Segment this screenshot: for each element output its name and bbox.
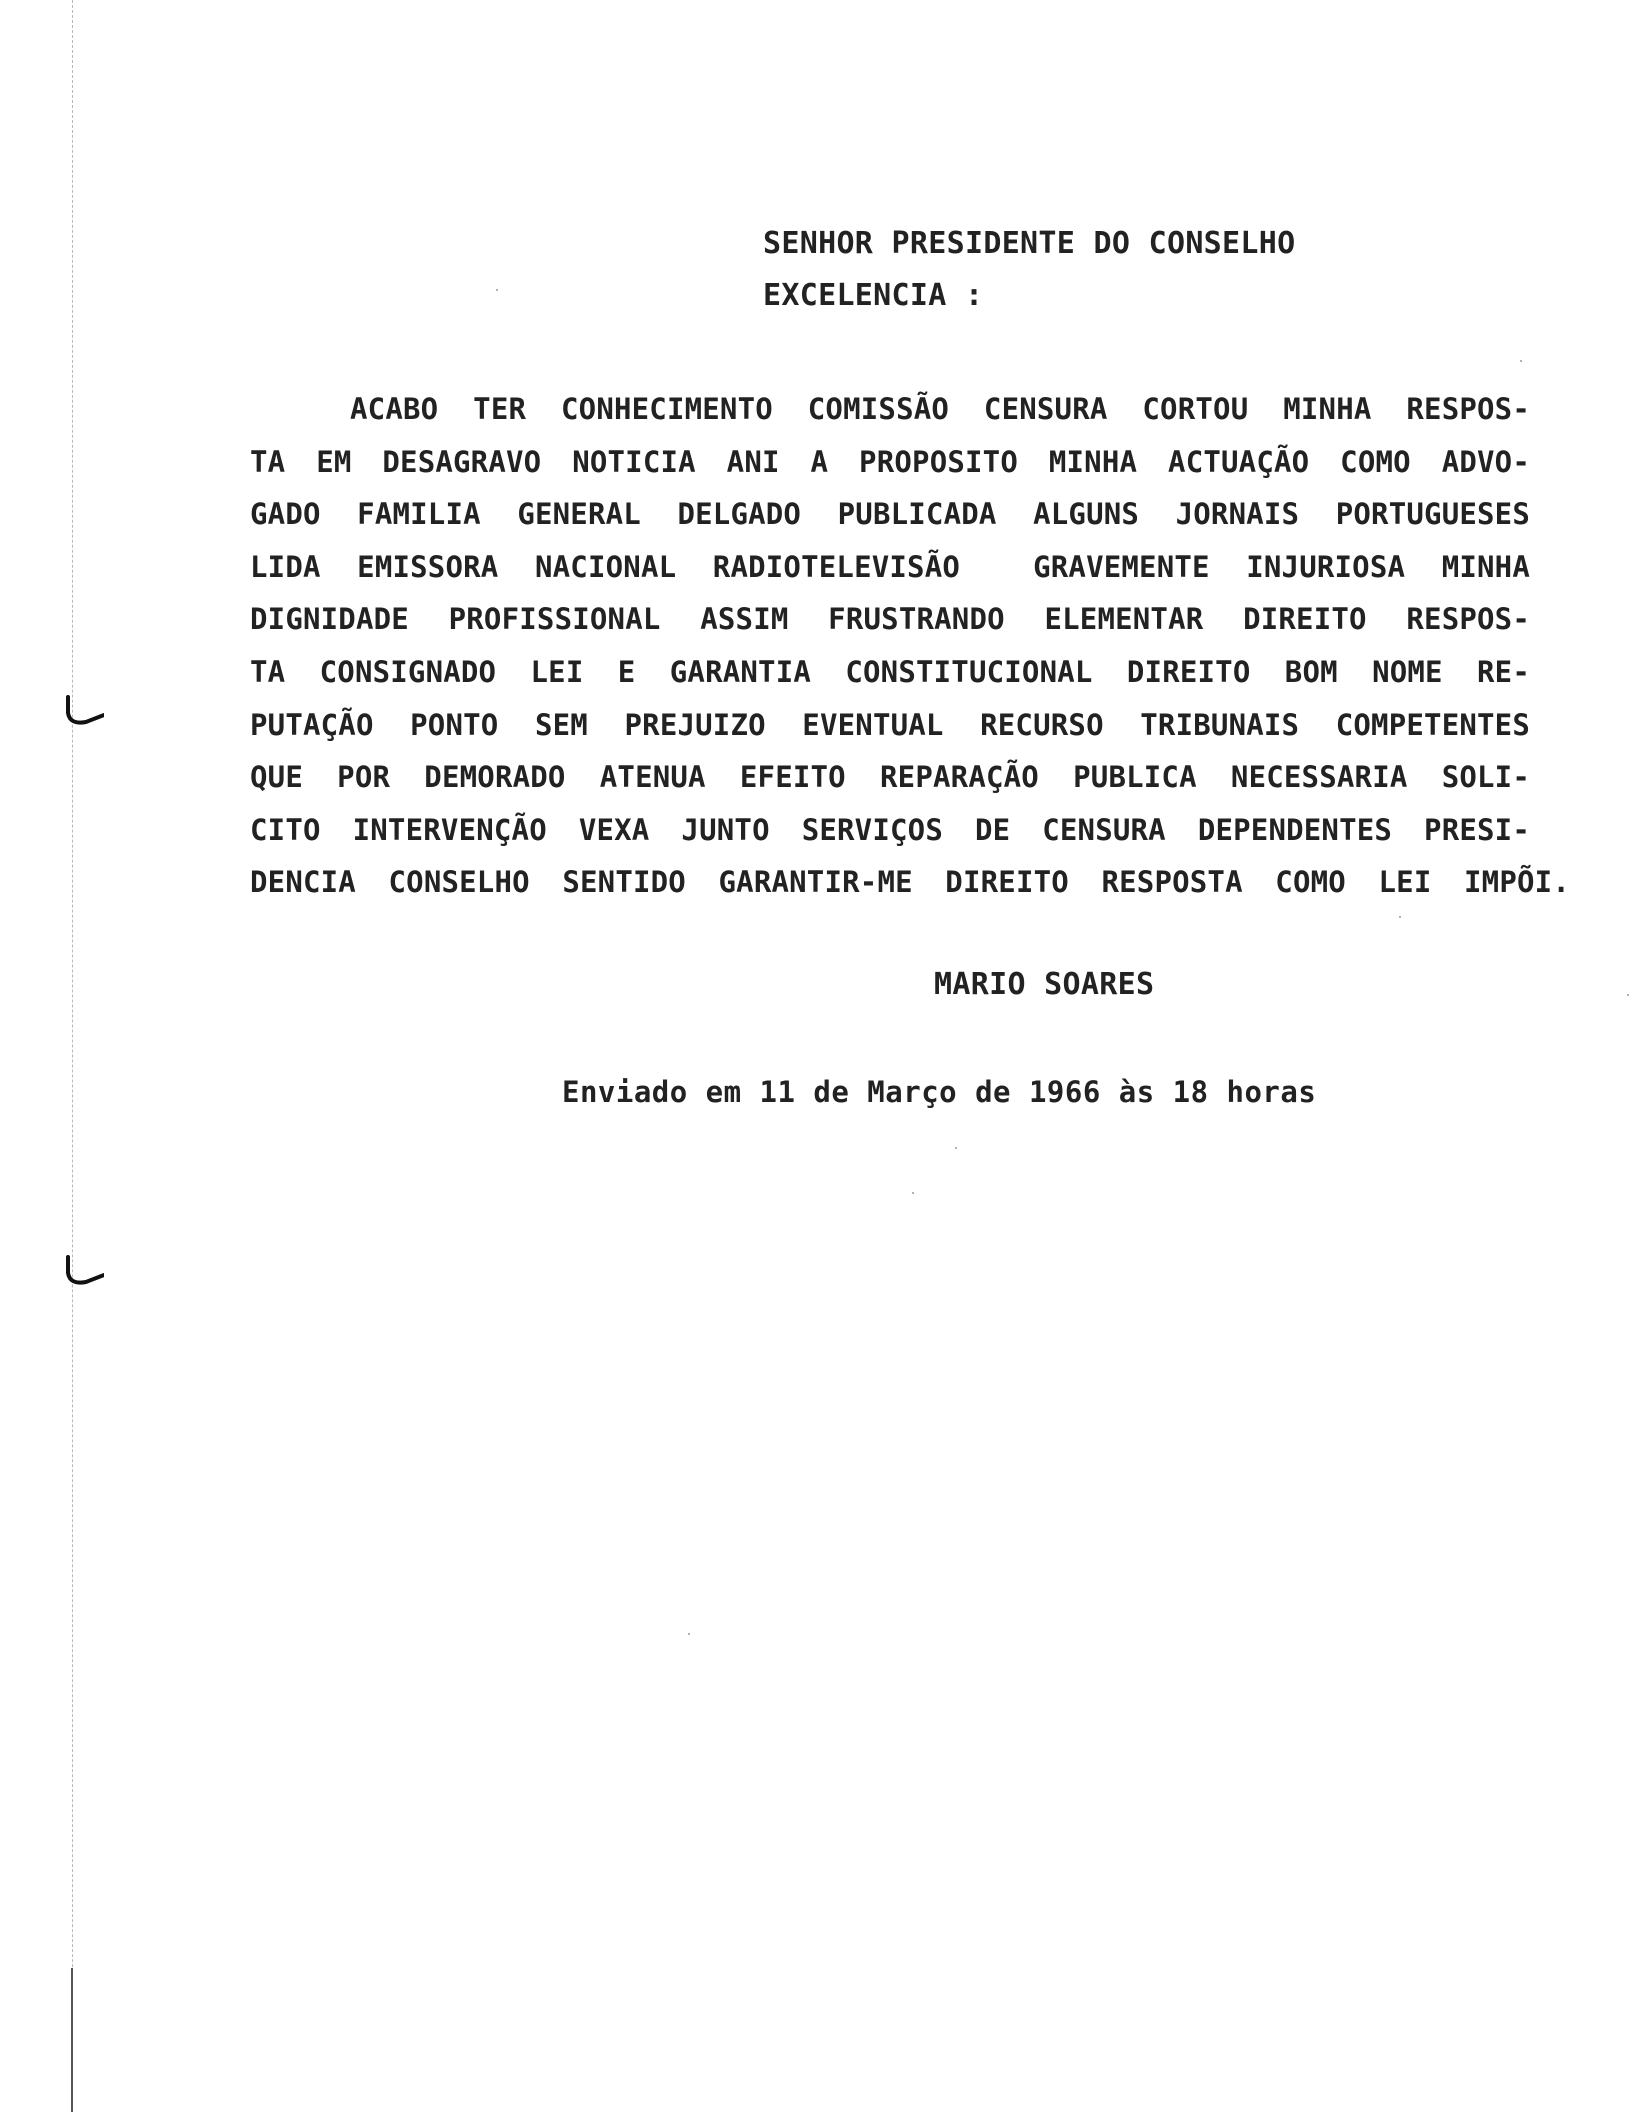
body-line: QUE POR DEMORADO ATENUA EFEITO REPARAÇÃO PUBLICA NECESSARIA SOLI- (250, 760, 1530, 795)
body-line: PUTAÇÃO PONTO SEM PREJUIZO EVENTUAL RECURSO TRIBUNAIS COMPETENTES (250, 707, 1530, 742)
scan-speck (496, 289, 498, 291)
salutation-honorific: EXCELENCIA : (763, 278, 984, 313)
scan-speck (1399, 916, 1401, 918)
signature-name: MARIO SOARES (934, 967, 1155, 1002)
body-line: GADO FAMILIA GENERAL DELGADO PUBLICADA ALGUNS JORNAIS PORTUGUESES (250, 497, 1530, 532)
binder-clip-icon (64, 695, 104, 735)
scan-speck (688, 1633, 690, 1635)
body-line: TA CONSIGNADO LEI E GARANTIA CONSTITUCIONAL DIREITO BOM NOME RE- (250, 654, 1530, 689)
scan-speck (955, 1147, 957, 1149)
scan-speck (1520, 360, 1522, 362)
binder-margin-line (72, 0, 73, 2112)
body-line: LIDA EMISSORA NACIONAL RADIOTELEVISÃO GRAVEMENTE INJURIOSA MINHA (250, 549, 1530, 584)
body-line: CITO INTERVENÇÃO VEXA JUNTO SERVIÇOS DE CENSURA DEPENDENTES PRESI- (250, 812, 1530, 847)
scan-speck (912, 1192, 914, 1194)
body-line: TA EM DESAGRAVO NOTICIA ANI A PROPOSITO MINHA ACTUAÇÃO COMO ADVO- (250, 444, 1530, 479)
binder-clip-icon (64, 1255, 104, 1295)
letter-body (250, 383, 1590, 909)
sent-timestamp-note: Enviado em 11 de Março de 1966 às 18 horas (562, 1075, 1317, 1109)
salutation-addressee: SENHOR PRESIDENTE DO CONSELHO (763, 226, 1296, 261)
scan-speck (1627, 994, 1629, 996)
binder-margin-line-solid (71, 1968, 73, 2112)
body-line: ACABO TER CONHECIMENTO COMISSÃO CENSURA CORTOU MINHA RESPOS- (350, 392, 1530, 426)
body-line: DIGNIDADE PROFISSIONAL ASSIM FRUSTRANDO ELEMENTAR DIREITO RESPOS- (250, 602, 1530, 637)
body-line: DENCIA CONSELHO SENTIDO GARANTIR-ME DIREITO RESPOSTA COMO LEI IMPÕI. (250, 865, 1570, 900)
